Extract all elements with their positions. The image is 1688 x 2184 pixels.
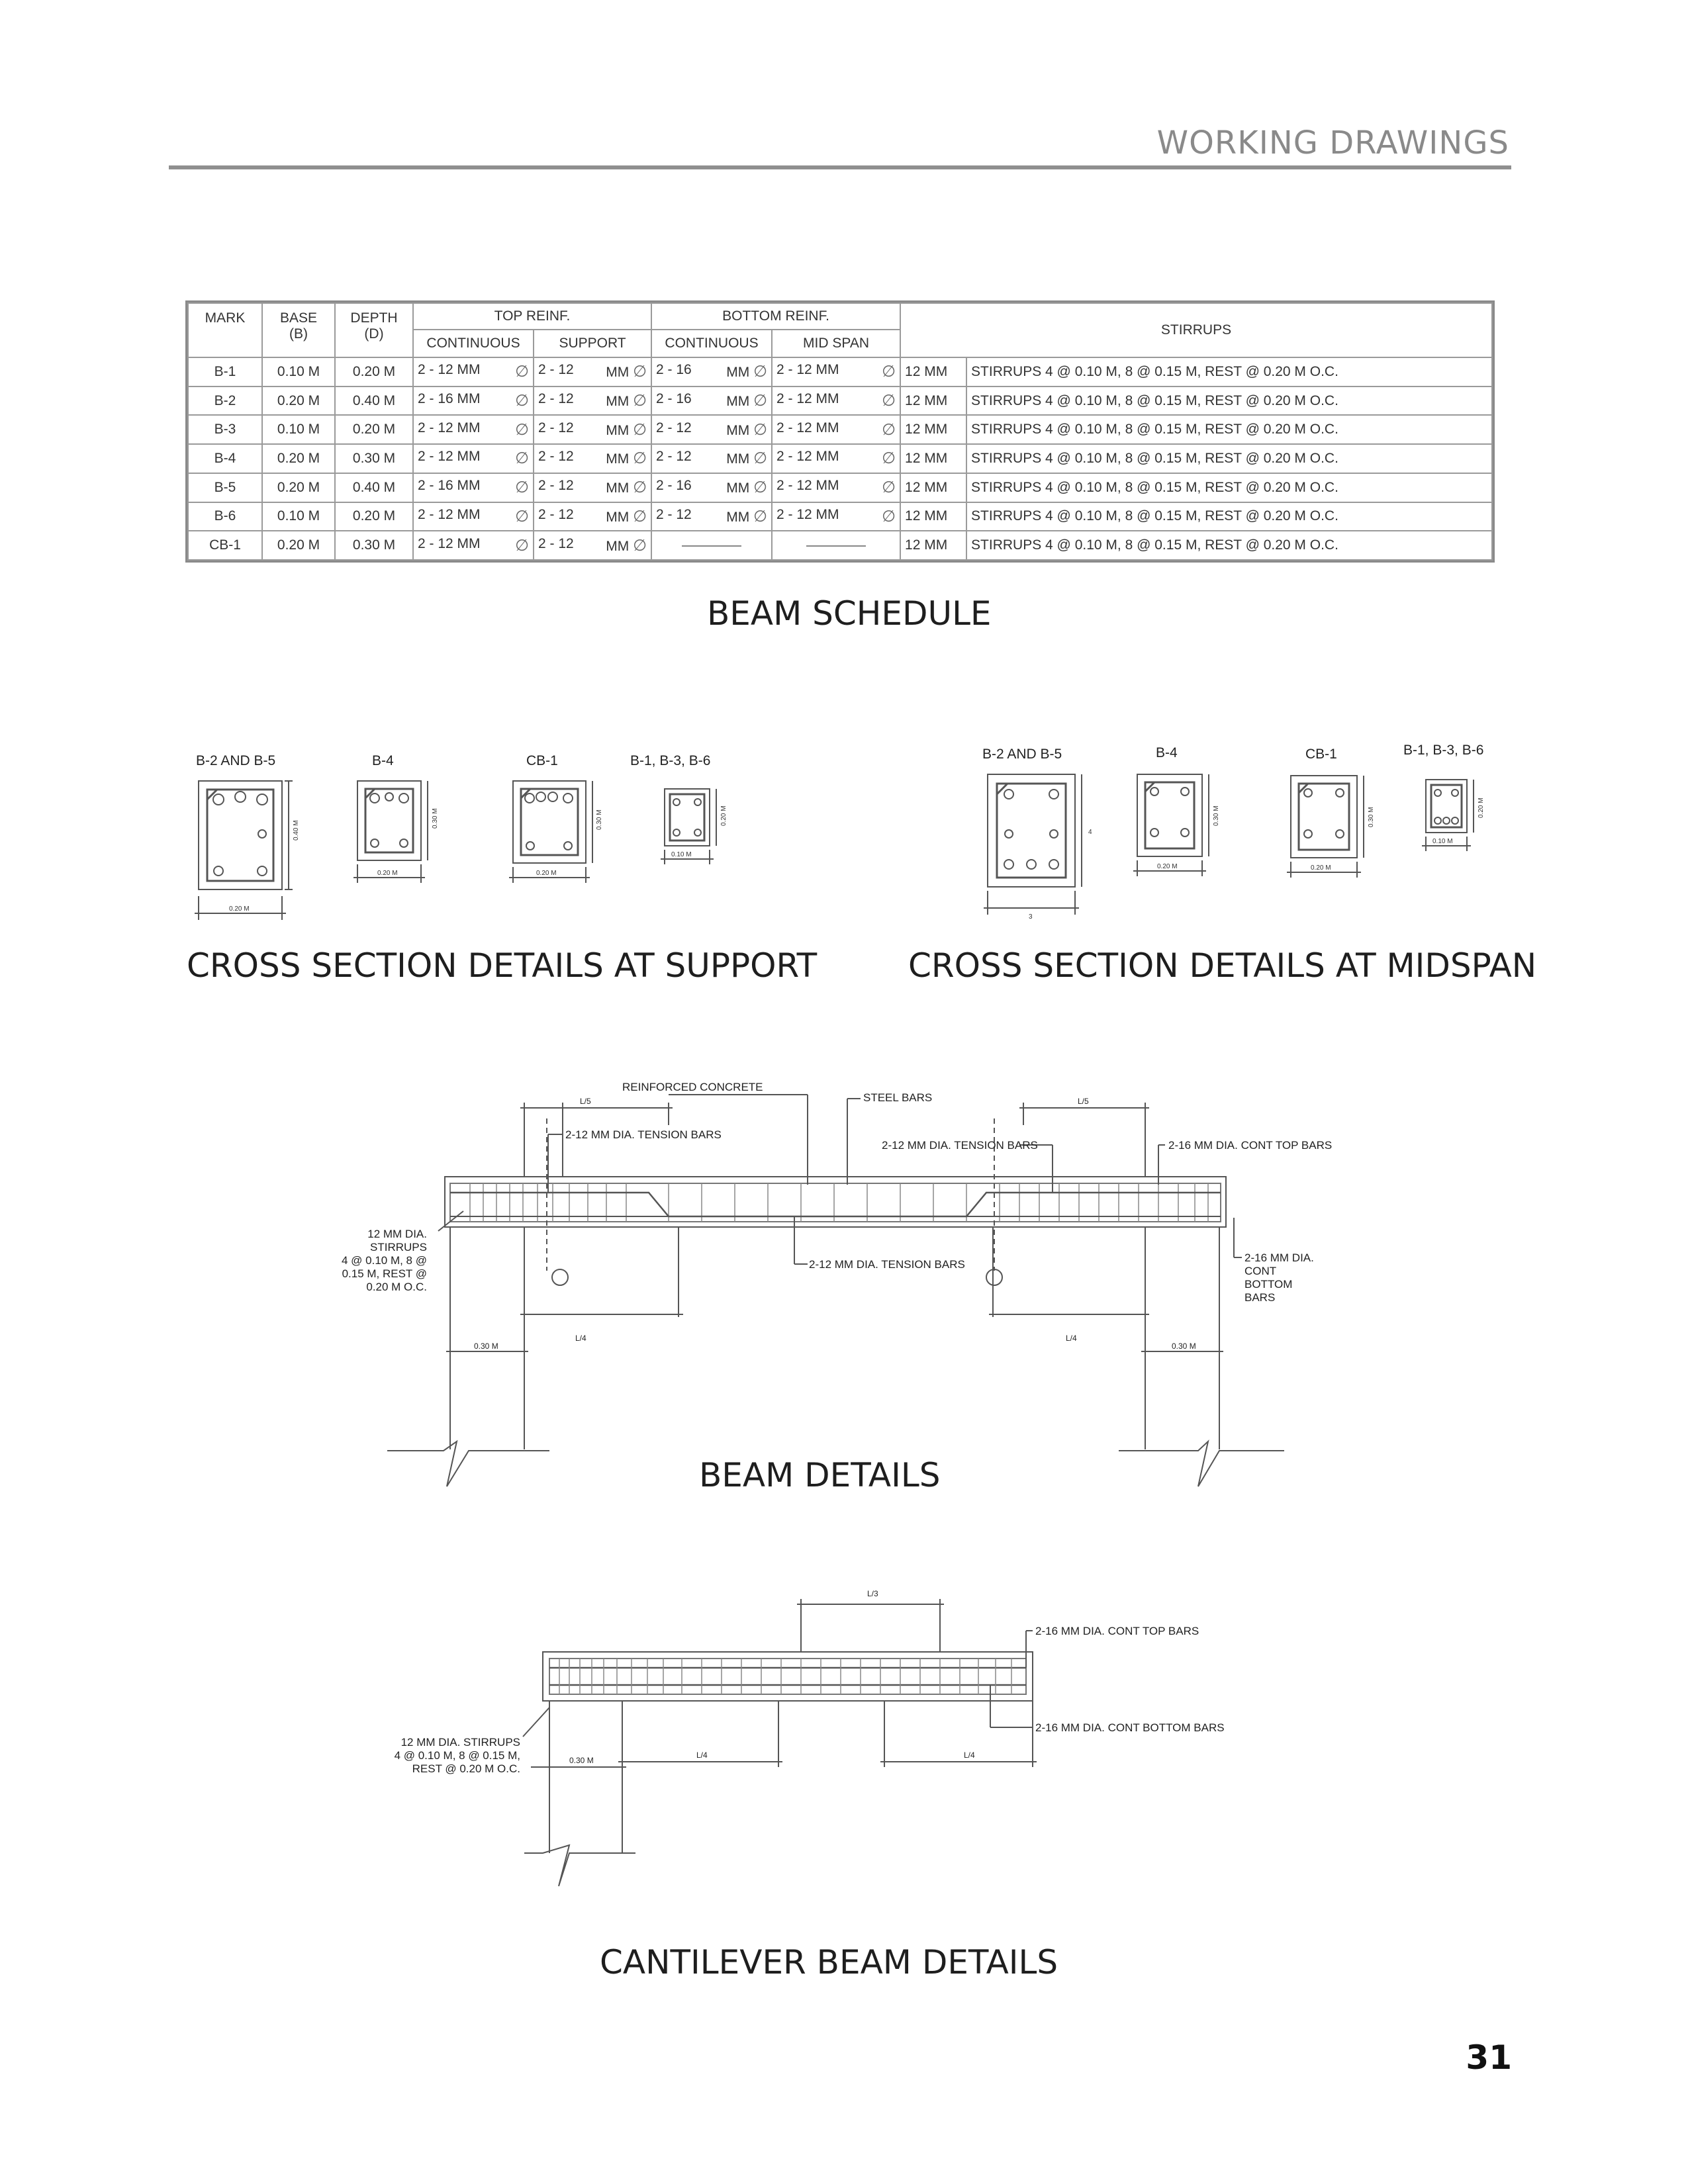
midspan-b4-base: 0.20 M	[1157, 863, 1178, 870]
cell-bottom-midspan: 2 - 12 MM ∅	[772, 502, 900, 531]
diameter-symbol: ∅	[515, 536, 529, 555]
caption-beam-details: BEAM DETAILS	[699, 1456, 941, 1494]
table-row	[188, 531, 1492, 560]
cantilever-drawing	[371, 1575, 1297, 1919]
support-b136-depth: 0.20 M	[720, 805, 727, 826]
cell-top-continuous: 2 - 16 MM ∅	[413, 387, 534, 416]
midspan-b2b5-depth: 4	[1088, 829, 1092, 836]
beam-steel-bars-label: STEEL BARS	[863, 1091, 933, 1104]
midspan-cb1-base: 0.20 M	[1311, 864, 1331, 872]
diameter-symbol: ∅	[882, 363, 896, 381]
col-bottom-reinf: BOTTOM REINF.	[651, 303, 900, 330]
cell-top-continuous: 2 - 12 MM ∅	[413, 357, 534, 387]
page-header-title: WORKING DRAWINGS	[1156, 124, 1509, 161]
cell-top-support: 2 - 12 MM ∅	[534, 473, 651, 502]
midspan-b2b5-base: 3	[1029, 913, 1033, 921]
beam-col-right: 0.30 M	[1172, 1342, 1196, 1351]
beam-stirrups-line-4: 0.15 M, REST @	[342, 1267, 427, 1280]
diameter-symbol: ∅	[882, 449, 896, 468]
caption-cantilever: CANTILEVER BEAM DETAILS	[600, 1943, 1058, 1981]
diameter-symbol: ∅	[753, 507, 768, 525]
beam-l4-left: L/4	[575, 1334, 586, 1343]
cell-stirrups: STIRRUPS 4 @ 0.10 M, 8 @ 0.15 M, REST @ 0.20 M O.C.	[966, 387, 1492, 416]
midspan-b4-label: B-4	[1156, 745, 1178, 760]
diameter-symbol: ∅	[882, 392, 896, 410]
diameter-symbol: ∅	[515, 449, 529, 468]
cell-top-support: 2 - 12 MM ∅	[534, 502, 651, 531]
midspan-cb1-depth: 0.30 M	[1368, 807, 1375, 827]
cell-mark: B-2	[188, 387, 262, 416]
col-depth: DEPTH (D)	[335, 303, 413, 357]
midspan-b136-depth: 0.20 M	[1477, 797, 1485, 818]
support-cb1-base: 0.20 M	[536, 870, 557, 877]
support-b4-depth: 0.30 M	[432, 808, 439, 829]
cell-stirrups: STIRRUPS 4 @ 0.10 M, 8 @ 0.15 M, REST @ 0.20 M O.C.	[966, 473, 1492, 502]
cell-bottom-midspan: 2 - 12 MM ∅	[772, 473, 900, 502]
cell-mark: B-5	[188, 473, 262, 502]
cell-top-continuous: 2 - 12 MM ∅	[413, 531, 534, 560]
beam-tension-mid-label: 2-12 MM DIA. TENSION BARS	[882, 1139, 1038, 1152]
cell-base: 0.20 M	[262, 473, 335, 502]
diameter-symbol: ∅	[633, 536, 647, 555]
cell-stirrup-size: 12 MM	[900, 415, 966, 444]
cell-base: 0.20 M	[262, 444, 335, 473]
table-row	[188, 357, 1492, 387]
diameter-symbol: ∅	[753, 392, 768, 410]
beam-stirrups-line-2: STIRRUPS	[370, 1241, 427, 1253]
diameter-symbol: ∅	[515, 507, 529, 525]
cell-bottom-continuous: 2 - 16 MM ∅	[651, 473, 772, 502]
cell-top-support: 2 - 12 MM ∅	[534, 415, 651, 444]
beam-stirrups-line-1: 12 MM DIA.	[367, 1228, 427, 1240]
cell-base: 0.10 M	[262, 502, 335, 531]
support-b136-base: 0.10 M	[671, 851, 692, 858]
beam-cont-top-label: 2-16 MM DIA. CONT TOP BARS	[1168, 1139, 1333, 1152]
cell-depth: 0.30 M	[335, 531, 413, 560]
support-b4-label: B-4	[372, 753, 394, 768]
beam-details-drawing	[318, 1079, 1377, 1502]
cell-top-support: 2 - 12 MM ∅	[534, 387, 651, 416]
cantilever-cont-top-label: 2-16 MM DIA. CONT TOP BARS	[1035, 1625, 1199, 1637]
table-row	[188, 473, 1492, 502]
diameter-symbol: ∅	[882, 420, 896, 439]
col-top-reinf: TOP REINF.	[413, 303, 651, 330]
header-rule	[169, 165, 1511, 169]
cell-bottom-continuous: 2 - 12 MM ∅	[651, 444, 772, 473]
diameter-symbol: ∅	[753, 420, 768, 439]
diameter-symbol: ∅	[633, 449, 647, 468]
midspan-b136-base: 0.10 M	[1432, 838, 1453, 845]
table-row	[188, 502, 1492, 531]
cell-base: 0.10 M	[262, 415, 335, 444]
cantilever-cont-bottom-label: 2-16 MM DIA. CONT BOTTOM BARS	[1035, 1721, 1225, 1734]
diameter-symbol: ∅	[753, 363, 768, 381]
table-row	[188, 387, 1492, 416]
cell-base: 0.20 M	[262, 387, 335, 416]
cell-top-continuous: 2 - 12 MM ∅	[413, 415, 534, 444]
support-b2b5-depth: 0.40 M	[293, 820, 300, 841]
cell-depth: 0.20 M	[335, 357, 413, 387]
cell-top-support: 2 - 12 MM ∅	[534, 444, 651, 473]
cell-depth: 0.20 M	[335, 415, 413, 444]
cell-bottom-midspan: 2 - 12 MM ∅	[772, 387, 900, 416]
table-row	[188, 415, 1492, 444]
col-top-continuous: CONTINUOUS	[413, 330, 534, 357]
cell-mark: B-3	[188, 415, 262, 444]
diameter-symbol: ∅	[515, 392, 529, 410]
cantilever-col-dim: 0.30 M	[569, 1756, 594, 1765]
beam-cont-bottom-line-2: CONT	[1244, 1265, 1277, 1277]
cell-bottom-continuous: 2 - 12 MM ∅	[651, 502, 772, 531]
cell-bottom-midspan	[772, 531, 900, 560]
beam-cont-bottom-line-1: 2-16 MM DIA.	[1244, 1251, 1314, 1264]
cantilever-l4-left: L/4	[696, 1751, 708, 1760]
cantilever-l3: L/3	[867, 1589, 878, 1598]
caption-midspan: CROSS SECTION DETAILS AT MIDSPAN	[908, 946, 1537, 985]
diameter-symbol: ∅	[633, 363, 647, 381]
cell-bottom-continuous: 2 - 16 MM ∅	[651, 387, 772, 416]
cell-bottom-continuous: 2 - 12 MM ∅	[651, 415, 772, 444]
diameter-symbol: ∅	[882, 507, 896, 525]
cell-base: 0.10 M	[262, 357, 335, 387]
support-sections-drawing	[179, 741, 801, 933]
cell-stirrups: STIRRUPS 4 @ 0.10 M, 8 @ 0.15 M, REST @ 0.20 M O.C.	[966, 531, 1492, 560]
beam-cont-bottom-line-3: BOTTOM	[1244, 1278, 1293, 1291]
cell-stirrups: STIRRUPS 4 @ 0.10 M, 8 @ 0.15 M, REST @ 0.20 M O.C.	[966, 415, 1492, 444]
midspan-b136-label: B-1, B-3, B-6	[1403, 743, 1484, 758]
support-b2b5-label: B-2 AND B-5	[196, 753, 276, 768]
cell-bottom-continuous	[651, 531, 772, 560]
diameter-symbol: ∅	[515, 478, 529, 497]
diameter-symbol: ∅	[753, 449, 768, 468]
cell-bottom-midspan: 2 - 12 MM ∅	[772, 357, 900, 387]
cell-top-continuous: 2 - 16 MM ∅	[413, 473, 534, 502]
diameter-symbol: ∅	[515, 363, 529, 381]
beam-tension-left-label: 2-12 MM DIA. TENSION BARS	[565, 1128, 722, 1141]
beam-schedule-table	[185, 300, 1495, 563]
cell-top-continuous: 2 - 12 MM ∅	[413, 444, 534, 473]
cell-mark: CB-1	[188, 531, 262, 560]
support-b2b5-base: 0.20 M	[229, 905, 250, 913]
beam-l5-right: L/5	[1078, 1097, 1089, 1106]
cell-top-continuous: 2 - 12 MM ∅	[413, 502, 534, 531]
cell-stirrup-size: 12 MM	[900, 444, 966, 473]
beam-cont-bottom-line-4: BARS	[1244, 1291, 1276, 1304]
diameter-symbol: ∅	[633, 392, 647, 410]
cell-top-support: 2 - 12 MM ∅	[534, 531, 651, 560]
caption-beam-schedule: BEAM SCHEDULE	[707, 594, 992, 633]
col-stirrups: STIRRUPS	[900, 303, 1492, 357]
diameter-symbol: ∅	[633, 478, 647, 497]
col-top-support: SUPPORT	[534, 330, 651, 357]
col-bottom-midspan: MID SPAN	[772, 330, 900, 357]
beam-reinforced-concrete-label: REINFORCED CONCRETE	[622, 1081, 763, 1093]
schedule-body	[188, 357, 1492, 560]
caption-support: CROSS SECTION DETAILS AT SUPPORT	[187, 946, 818, 985]
cell-stirrup-size: 12 MM	[900, 502, 966, 531]
diameter-symbol: ∅	[882, 478, 896, 497]
cell-mark: B-1	[188, 357, 262, 387]
support-cb1-label: CB-1	[526, 753, 558, 768]
cell-depth: 0.40 M	[335, 473, 413, 502]
cell-stirrup-size: 12 MM	[900, 531, 966, 560]
cantilever-l4-right: L/4	[964, 1751, 975, 1760]
page-number: 31	[1466, 2038, 1512, 2077]
diameter-symbol: ∅	[633, 420, 647, 439]
beam-tension-bottom-label: 2-12 MM DIA. TENSION BARS	[809, 1258, 965, 1271]
support-b4-base: 0.20 M	[377, 870, 398, 877]
col-base: BASE (B)	[262, 303, 335, 357]
beam-l4-right: L/4	[1066, 1334, 1077, 1343]
cell-bottom-midspan: 2 - 12 MM ∅	[772, 415, 900, 444]
cell-depth: 0.40 M	[335, 387, 413, 416]
cell-stirrup-size: 12 MM	[900, 357, 966, 387]
diameter-symbol: ∅	[515, 420, 529, 439]
cell-base: 0.20 M	[262, 531, 335, 560]
cell-depth: 0.20 M	[335, 502, 413, 531]
cell-stirrups: STIRRUPS 4 @ 0.10 M, 8 @ 0.15 M, REST @ 0.20 M O.C.	[966, 444, 1492, 473]
cell-stirrup-size: 12 MM	[900, 473, 966, 502]
cell-depth: 0.30 M	[335, 444, 413, 473]
beam-l5-left: L/5	[580, 1097, 591, 1106]
beam-stirrups-line-3: 4 @ 0.10 M, 8 @	[341, 1254, 427, 1267]
midspan-b2b5-label: B-2 AND B-5	[982, 747, 1062, 762]
support-b136-label: B-1, B-3, B-6	[630, 753, 711, 768]
cell-top-support: 2 - 12 MM ∅	[534, 357, 651, 387]
table-row	[188, 444, 1492, 473]
beam-col-left: 0.30 M	[474, 1342, 498, 1351]
midspan-sections-drawing	[966, 735, 1496, 927]
diameter-symbol: ∅	[753, 478, 768, 497]
support-cb1-depth: 0.30 M	[596, 809, 603, 830]
cell-mark: B-6	[188, 502, 262, 531]
col-bottom-continuous: CONTINUOUS	[651, 330, 772, 357]
cell-bottom-continuous: 2 - 16 MM ∅	[651, 357, 772, 387]
beam-stirrups-line-5: 0.20 M O.C.	[366, 1281, 427, 1293]
cantilever-stirrups-line-2: 4 @ 0.10 M, 8 @ 0.15 M,	[394, 1749, 520, 1762]
diameter-symbol: ∅	[633, 507, 647, 525]
midspan-cb1-label: CB-1	[1305, 747, 1337, 762]
cantilever-stirrups-line-1: 12 MM DIA. STIRRUPS	[400, 1736, 520, 1749]
cell-stirrup-size: 12 MM	[900, 387, 966, 416]
cantilever-stirrups-line-3: REST @ 0.20 M O.C.	[412, 1762, 520, 1775]
cell-stirrups: STIRRUPS 4 @ 0.10 M, 8 @ 0.15 M, REST @ 0.20 M O.C.	[966, 502, 1492, 531]
cell-mark: B-4	[188, 444, 262, 473]
midspan-b4-depth: 0.30 M	[1213, 805, 1220, 826]
cell-stirrups: STIRRUPS 4 @ 0.10 M, 8 @ 0.15 M, REST @ 0.20 M O.C.	[966, 357, 1492, 387]
cell-bottom-midspan: 2 - 12 MM ∅	[772, 444, 900, 473]
col-mark: MARK	[188, 303, 262, 357]
